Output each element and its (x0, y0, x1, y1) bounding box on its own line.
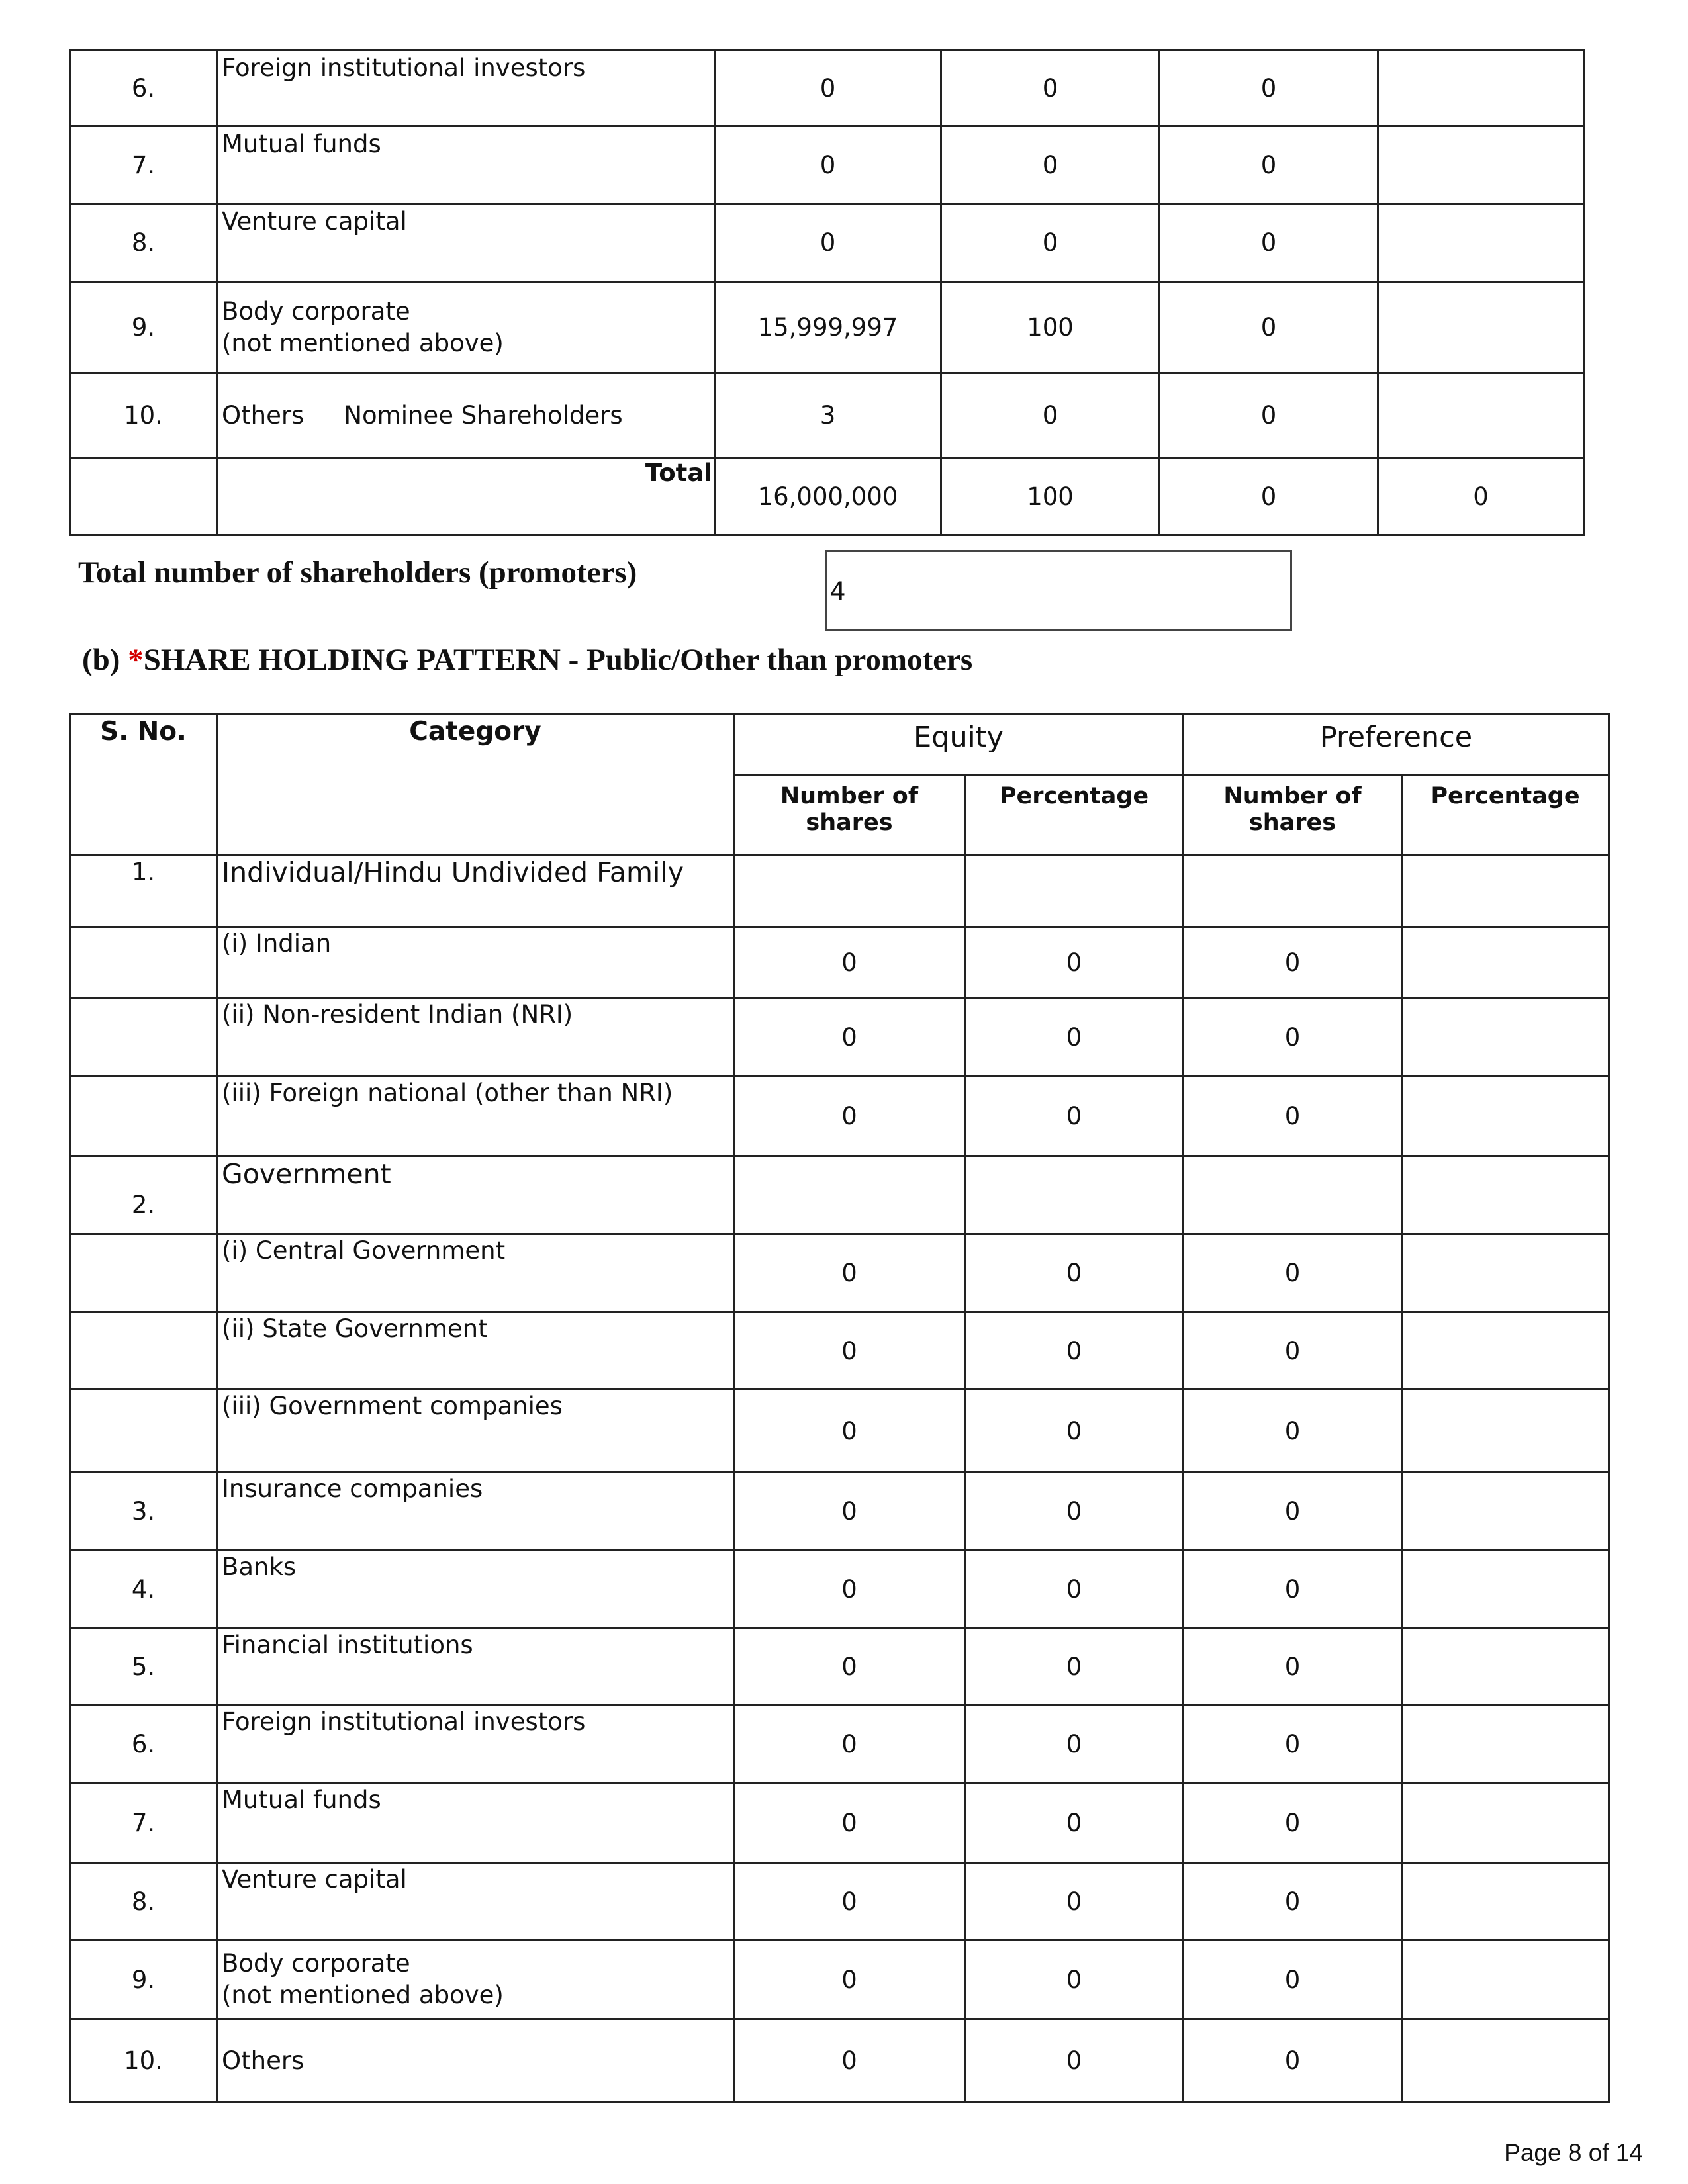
table-row (70, 998, 1609, 1077)
preference-percentage (1402, 1940, 1609, 2019)
preference-percentage (1402, 1234, 1609, 1312)
preference-shares: 0 (1160, 126, 1378, 204)
preference-percentage (1402, 1077, 1609, 1156)
row-category: Banks (217, 1551, 734, 1629)
equity-percentage: 0 (965, 998, 1184, 1077)
equity-percentage (965, 1156, 1184, 1234)
row-sno: 5. (70, 1629, 217, 1706)
preference-shares: 0 (1160, 282, 1378, 373)
equity-percentage: 0 (941, 50, 1160, 126)
row-sno: 7. (70, 1784, 217, 1863)
header-row-1 (70, 715, 1609, 776)
equity-percentage: 100 (941, 282, 1160, 373)
row-category: Venture capital (217, 1863, 734, 1940)
preference-percentage (1402, 1863, 1609, 1940)
promoters-count-value: 4 (830, 577, 846, 606)
equity-percentage: 0 (965, 1629, 1184, 1706)
promoters-holding-table (69, 49, 1585, 536)
table-row (70, 1940, 1609, 2019)
equity-percentage: 0 (965, 927, 1184, 998)
preference-shares: 0 (1184, 927, 1402, 998)
preference-percentage (1402, 1551, 1609, 1629)
table-row (70, 1706, 1609, 1784)
equity-shares (734, 1156, 965, 1234)
table-row (70, 282, 1584, 373)
table-row (70, 50, 1584, 126)
equity-percentage: 0 (941, 204, 1160, 282)
equity-shares: 0 (734, 998, 965, 1077)
table-row (70, 1863, 1609, 1940)
preference-shares: 0 (1184, 1077, 1402, 1156)
row-category: (i) Central Government (217, 1234, 734, 1312)
equity-shares: 0 (734, 1312, 965, 1390)
total-preference-percentage: 0 (1378, 458, 1584, 535)
row-category: Insurance companies (217, 1473, 734, 1551)
table-row (70, 1784, 1609, 1863)
preference-shares: 0 (1184, 1706, 1402, 1784)
row-sno (70, 1390, 217, 1473)
row-category: Foreign institutional investors (217, 1706, 734, 1784)
total-equity-percentage: 100 (941, 458, 1160, 535)
equity-shares: 0 (734, 1863, 965, 1940)
row-category: Mutual funds (217, 1784, 734, 1863)
header-equity-shares: Number of shares (734, 776, 965, 856)
preference-percentage (1378, 373, 1584, 458)
equity-percentage: 0 (965, 1390, 1184, 1473)
row-category: (iii) Foreign national (other than NRI) (217, 1077, 734, 1156)
equity-percentage: 0 (965, 1234, 1184, 1312)
preference-percentage (1378, 282, 1584, 373)
row-category: Government (217, 1156, 734, 1234)
preference-shares: 0 (1184, 1234, 1402, 1312)
table-row (70, 1629, 1609, 1706)
preference-shares: 0 (1184, 1312, 1402, 1390)
equity-percentage: 0 (965, 1784, 1184, 1863)
row-category: (ii) State Government (217, 1312, 734, 1390)
equity-percentage: 0 (965, 1312, 1184, 1390)
header-category: Category (217, 715, 734, 856)
table-row (70, 1077, 1609, 1156)
equity-percentage (965, 856, 1184, 927)
header-sno: S. No. (70, 715, 217, 856)
table-row (70, 927, 1609, 998)
row-category-detail: Nominee Shareholders (344, 400, 623, 430)
row-sno: 8. (70, 1863, 217, 1940)
preference-shares: 0 (1184, 1473, 1402, 1551)
preference-shares: 0 (1184, 2019, 1402, 2103)
section-b-title: SHARE HOLDING PATTERN - Public/Other than promoters (143, 643, 973, 677)
equity-shares: 0 (734, 1234, 965, 1312)
equity-shares: 0 (715, 126, 941, 204)
row-category: Foreign institutional investors (217, 50, 715, 126)
preference-percentage (1402, 998, 1609, 1077)
preference-percentage (1378, 204, 1584, 282)
table-row (70, 373, 1584, 458)
preference-percentage (1402, 1390, 1609, 1473)
header-equity: Equity (734, 715, 1184, 776)
total-label: Total (645, 459, 712, 487)
preference-percentage (1378, 126, 1584, 204)
header-preference-shares: Number of shares (1184, 776, 1402, 856)
equity-percentage: 0 (965, 1077, 1184, 1156)
row-sno (70, 1077, 217, 1156)
equity-percentage: 0 (965, 1473, 1184, 1551)
row-category: Others (217, 2019, 734, 2103)
equity-percentage: 0 (965, 1863, 1184, 1940)
promoters-count-label: Total number of shareholders (promoters) (78, 555, 637, 590)
row-sno: 4. (70, 1551, 217, 1629)
equity-percentage: 0 (965, 1940, 1184, 2019)
preference-shares: 0 (1160, 373, 1378, 458)
preference-shares: 0 (1184, 998, 1402, 1077)
preference-percentage (1402, 2019, 1609, 2103)
total-sno-cell (70, 458, 217, 535)
row-category-line1: Body corporate (222, 296, 410, 326)
equity-shares: 0 (734, 1077, 965, 1156)
equity-shares (734, 856, 965, 927)
preference-shares (1184, 1156, 1402, 1234)
header-preference-percentage: Percentage (1402, 776, 1609, 856)
page-number: Page 8 of 14 (1504, 2139, 1643, 2166)
equity-shares: 0 (734, 1784, 965, 1863)
equity-percentage: 0 (965, 1706, 1184, 1784)
equity-shares: 15,999,997 (715, 282, 941, 373)
equity-shares: 0 (734, 2019, 965, 2103)
row-sno: 1. (70, 856, 217, 927)
equity-shares: 0 (734, 1706, 965, 1784)
row-category-line2: (not mentioned above) (222, 328, 504, 357)
equity-shares: 0 (734, 1551, 965, 1629)
preference-percentage (1402, 927, 1609, 998)
equity-shares: 0 (734, 1940, 965, 2019)
preference-shares: 0 (1184, 1863, 1402, 1940)
equity-shares: 0 (734, 1473, 965, 1551)
table-row (70, 126, 1584, 204)
equity-percentage: 0 (965, 2019, 1184, 2103)
row-sno (70, 998, 217, 1077)
preference-percentage (1402, 1629, 1609, 1706)
row-sno: 8. (70, 204, 217, 282)
equity-shares: 3 (715, 373, 941, 458)
row-category: Financial institutions (217, 1629, 734, 1706)
preference-percentage (1402, 1706, 1609, 1784)
preference-percentage (1378, 50, 1584, 126)
table-row (70, 856, 1609, 927)
row-sno (70, 927, 217, 998)
preference-percentage (1402, 1156, 1609, 1234)
preference-percentage (1402, 1784, 1609, 1863)
public-holding-table (69, 713, 1610, 2103)
row-category: (ii) Non-resident Indian (NRI) (217, 998, 734, 1077)
preference-shares: 0 (1184, 1390, 1402, 1473)
equity-shares: 0 (734, 927, 965, 998)
equity-percentage: 0 (941, 373, 1160, 458)
row-sno: 2. (70, 1156, 217, 1234)
header-equity-percentage: Percentage (965, 776, 1184, 856)
row-category: (i) Indian (217, 927, 734, 998)
required-star: * (128, 643, 144, 677)
preference-shares: 0 (1184, 1551, 1402, 1629)
header-preference: Preference (1184, 715, 1609, 776)
row-category-line2: (not mentioned above) (222, 1981, 504, 2009)
table-row (70, 1551, 1609, 1629)
row-category: Individual/Hindu Undivided Family (217, 856, 734, 927)
preference-shares: 0 (1184, 1629, 1402, 1706)
equity-shares: 0 (715, 204, 941, 282)
row-category: Venture capital (217, 204, 715, 282)
row-sno: 10. (70, 373, 217, 458)
section-b-prefix: (b) (82, 643, 128, 677)
equity-shares: 0 (734, 1629, 965, 1706)
row-sno: 9. (70, 1940, 217, 2019)
row-category (217, 373, 715, 458)
preference-percentage (1402, 1473, 1609, 1551)
table-row (70, 2019, 1609, 2103)
preference-percentage (1402, 1312, 1609, 1390)
equity-shares: 0 (715, 50, 941, 126)
total-label-cell (217, 458, 715, 535)
row-category-line1: Body corporate (222, 1949, 410, 1978)
row-sno: 9. (70, 282, 217, 373)
equity-percentage: 0 (941, 126, 1160, 204)
table-row (70, 1156, 1609, 1234)
total-equity-shares: 16,000,000 (715, 458, 941, 535)
table-row (70, 204, 1584, 282)
table-row (70, 1234, 1609, 1312)
row-sno: 3. (70, 1473, 217, 1551)
preference-shares: 0 (1160, 50, 1378, 126)
preference-shares (1184, 856, 1402, 927)
row-sno: 7. (70, 126, 217, 204)
total-row (70, 458, 1584, 535)
preference-shares: 0 (1184, 1940, 1402, 2019)
equity-percentage: 0 (965, 1551, 1184, 1629)
row-category (217, 282, 715, 373)
row-sno (70, 1312, 217, 1390)
equity-shares: 0 (734, 1390, 965, 1473)
row-sno (70, 1234, 217, 1312)
row-sno: 6. (70, 1706, 217, 1784)
row-sno: 10. (70, 2019, 217, 2103)
preference-shares: 0 (1184, 1784, 1402, 1863)
table-row (70, 1312, 1609, 1390)
row-category: (iii) Government companies (217, 1390, 734, 1473)
total-preference-shares: 0 (1160, 458, 1378, 535)
table-row (70, 1390, 1609, 1473)
table-row (70, 1473, 1609, 1551)
preference-shares: 0 (1160, 204, 1378, 282)
row-sno: 6. (70, 50, 217, 126)
row-category: Mutual funds (217, 126, 715, 204)
promoters-count-field[interactable] (825, 550, 1292, 631)
row-category-label: Others (222, 400, 305, 430)
section-b-heading (82, 642, 972, 678)
row-category (217, 1940, 734, 2019)
preference-percentage (1402, 856, 1609, 927)
